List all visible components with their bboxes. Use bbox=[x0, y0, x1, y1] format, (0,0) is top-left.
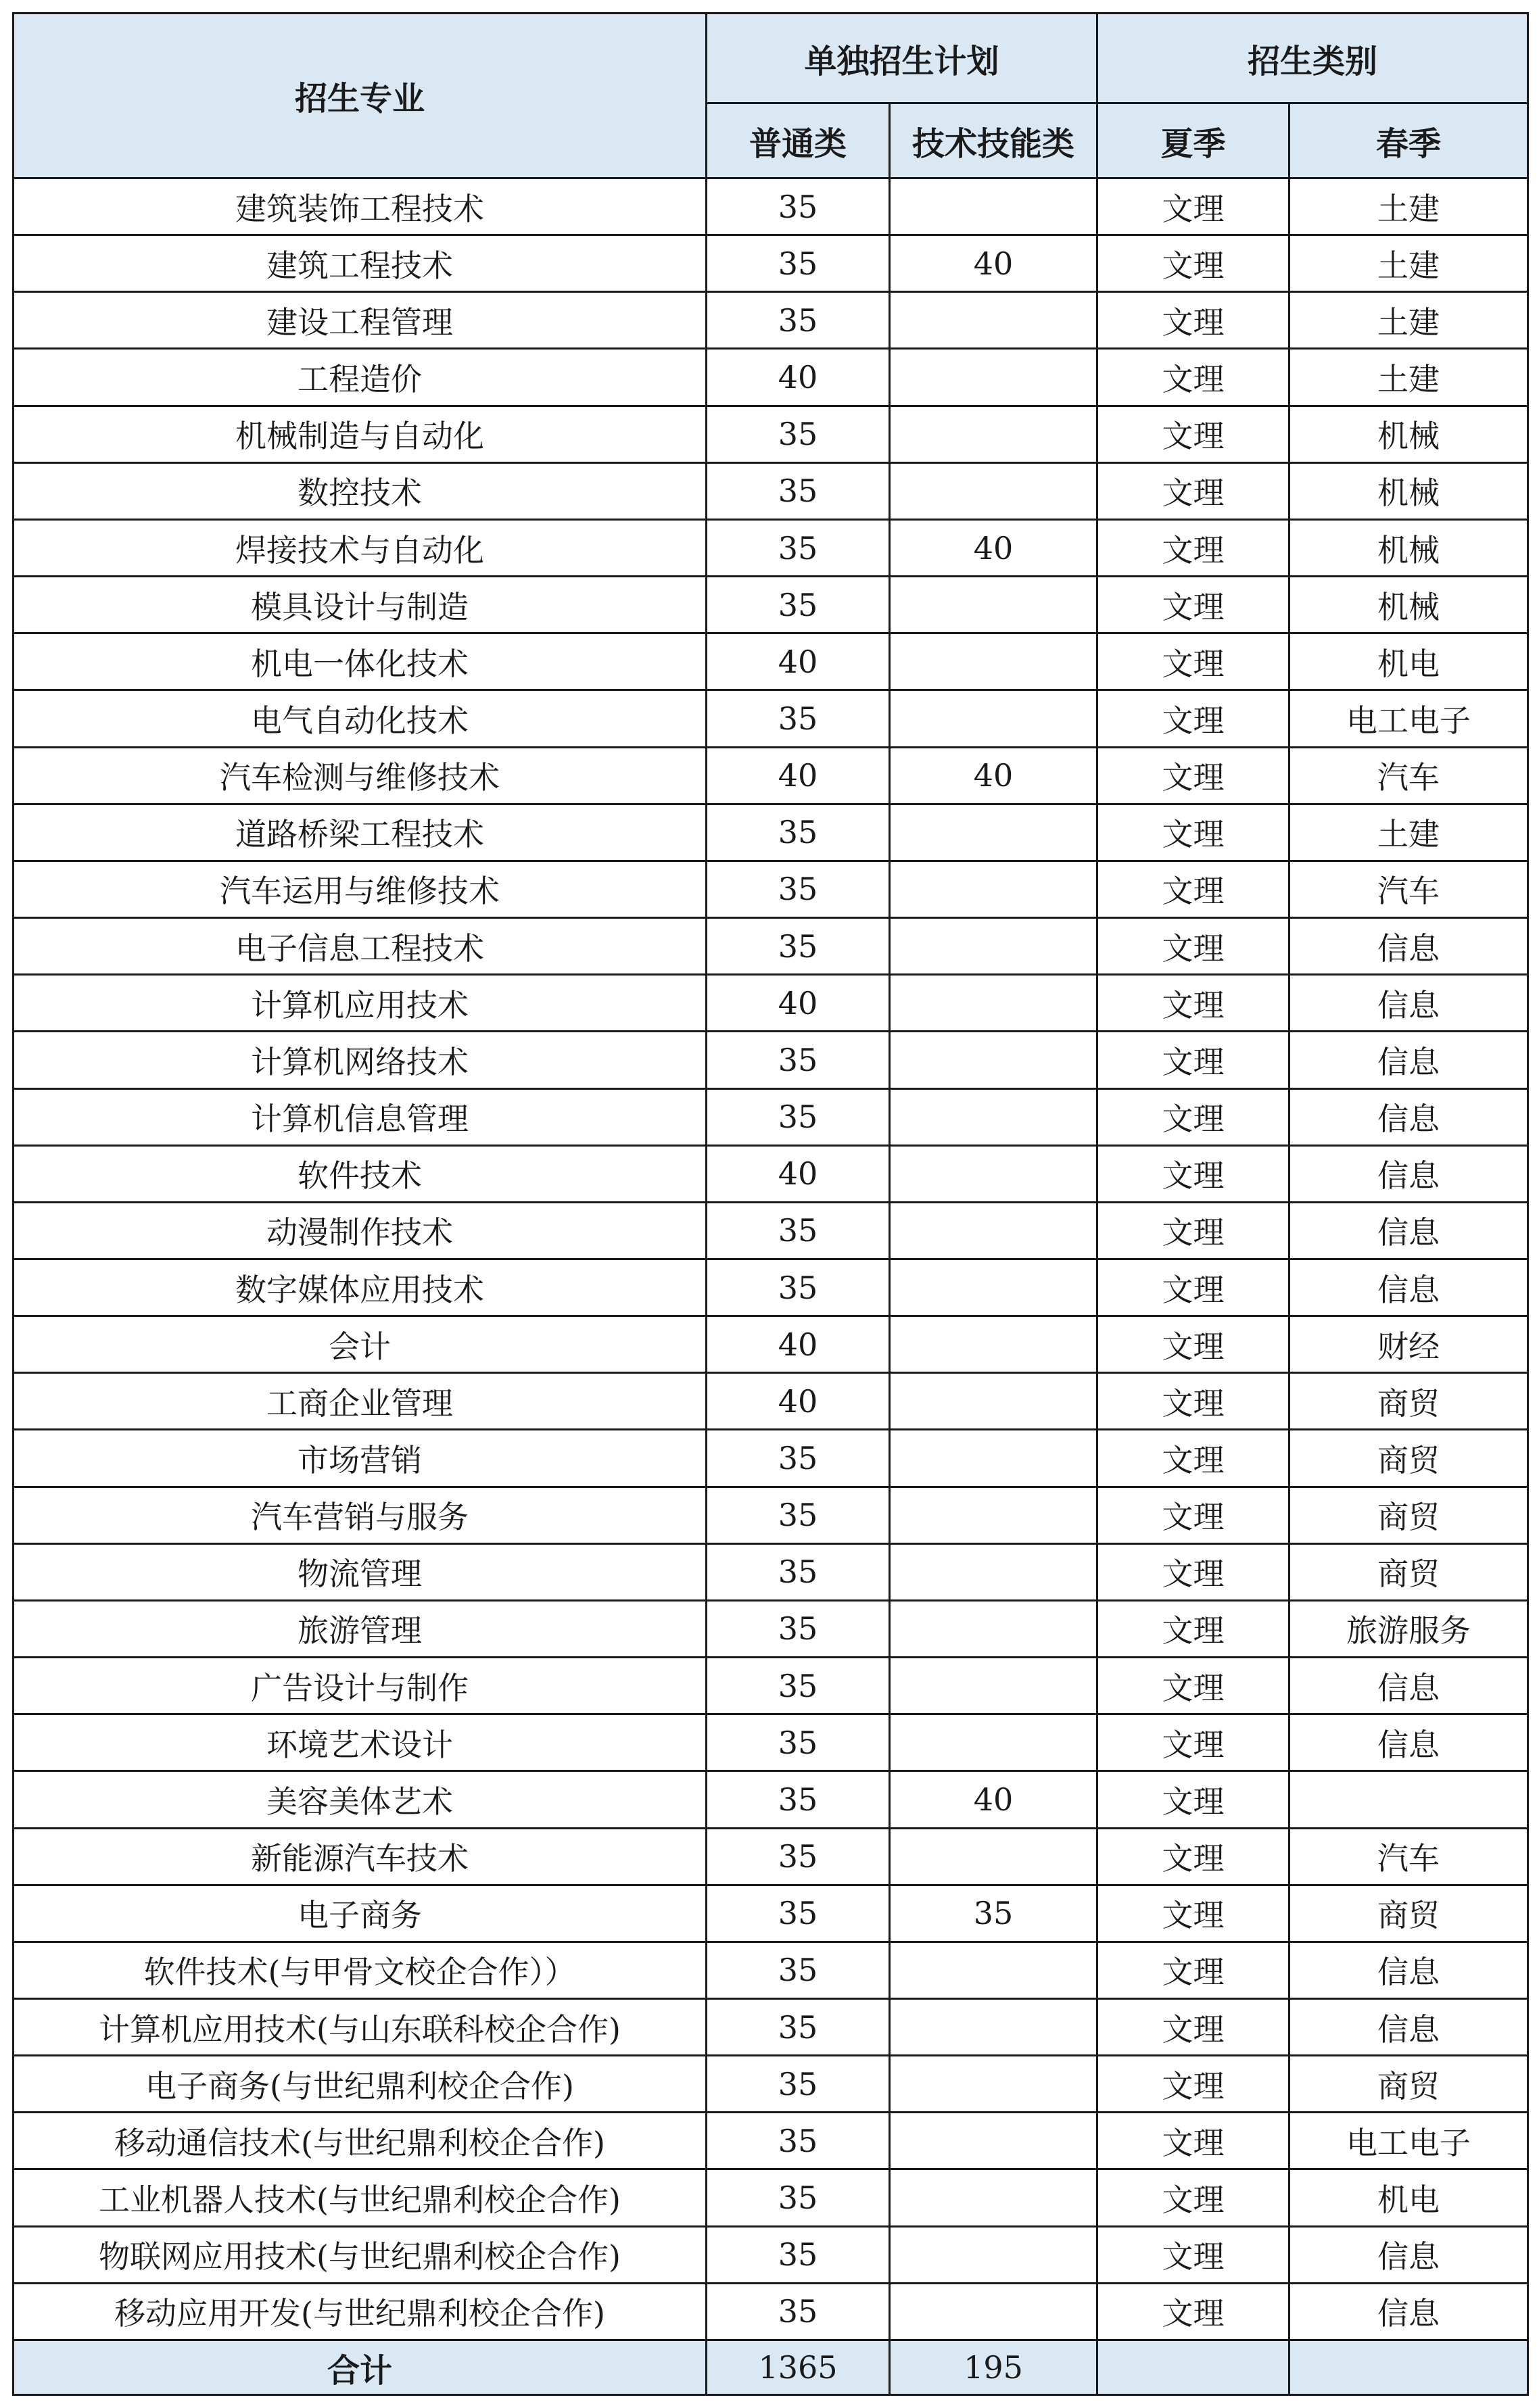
total-skill: 195 bbox=[890, 2340, 1097, 2395]
cell-skill bbox=[890, 804, 1097, 861]
table-row bbox=[14, 178, 1528, 235]
cell-summer: 文理 bbox=[1097, 2113, 1289, 2169]
table-row bbox=[14, 349, 1528, 406]
cell-summer: 文理 bbox=[1097, 2283, 1289, 2340]
cell-major: 软件技术(与甲骨文校企合作）） bbox=[14, 1942, 707, 1998]
cell-regular: 35 bbox=[707, 577, 890, 633]
cell-spring: 信息 bbox=[1289, 918, 1528, 975]
cell-major: 美容美体艺术 bbox=[14, 1771, 707, 1828]
table-row bbox=[14, 747, 1528, 804]
cell-spring: 电工电子 bbox=[1289, 2113, 1528, 2169]
cell-summer: 文理 bbox=[1097, 349, 1289, 406]
table-row bbox=[14, 804, 1528, 861]
cell-regular: 40 bbox=[707, 1373, 890, 1430]
cell-skill bbox=[890, 577, 1097, 633]
cell-regular: 35 bbox=[707, 1714, 890, 1771]
cell-summer: 文理 bbox=[1097, 235, 1289, 292]
cell-major: 汽车检测与维修技术 bbox=[14, 747, 707, 804]
cell-major: 动漫制作技术 bbox=[14, 1202, 707, 1259]
table-row bbox=[14, 1999, 1528, 2056]
table-row bbox=[14, 2283, 1528, 2340]
table-row bbox=[14, 1145, 1528, 1202]
cell-spring: 信息 bbox=[1289, 1259, 1528, 1316]
cell-summer: 文理 bbox=[1097, 2056, 1289, 2113]
cell-major: 计算机应用技术 bbox=[14, 975, 707, 1032]
cell-summer: 文理 bbox=[1097, 1999, 1289, 2056]
cell-skill bbox=[890, 2056, 1097, 2113]
cell-summer: 文理 bbox=[1097, 1543, 1289, 1600]
cell-skill bbox=[890, 2226, 1097, 2283]
cell-major: 焊接技术与自动化 bbox=[14, 519, 707, 576]
cell-summer: 文理 bbox=[1097, 519, 1289, 576]
cell-spring: 土建 bbox=[1289, 804, 1528, 861]
cell-skill bbox=[890, 1942, 1097, 1998]
cell-skill bbox=[890, 975, 1097, 1032]
cell-major: 道路桥梁工程技术 bbox=[14, 804, 707, 861]
cell-major: 汽车营销与服务 bbox=[14, 1487, 707, 1543]
cell-regular: 35 bbox=[707, 519, 890, 576]
cell-spring: 机械 bbox=[1289, 519, 1528, 576]
cell-regular: 35 bbox=[707, 1828, 890, 1885]
cell-spring: 土建 bbox=[1289, 349, 1528, 406]
cell-skill bbox=[890, 292, 1097, 349]
cell-major: 建筑工程技术 bbox=[14, 235, 707, 292]
table-row bbox=[14, 1032, 1528, 1088]
cell-skill bbox=[890, 1373, 1097, 1430]
cell-spring: 机械 bbox=[1289, 462, 1528, 519]
cell-spring: 信息 bbox=[1289, 1999, 1528, 2056]
cell-major: 广告设计与制作 bbox=[14, 1658, 707, 1714]
cell-spring: 信息 bbox=[1289, 2226, 1528, 2283]
cell-regular: 35 bbox=[707, 1202, 890, 1259]
table-row bbox=[14, 1600, 1528, 1657]
cell-major: 电子商务 bbox=[14, 1885, 707, 1942]
table-row bbox=[14, 1088, 1528, 1145]
table-row bbox=[14, 918, 1528, 975]
cell-spring: 信息 bbox=[1289, 1942, 1528, 1998]
cell-spring: 土建 bbox=[1289, 178, 1528, 235]
table-row bbox=[14, 2056, 1528, 2113]
cell-major: 工业机器人技术(与世纪鼎利校企合作) bbox=[14, 2169, 707, 2226]
table-row bbox=[14, 1658, 1528, 1714]
cell-spring: 商贸 bbox=[1289, 2056, 1528, 2113]
cell-spring: 商贸 bbox=[1289, 1543, 1528, 1600]
cell-regular: 35 bbox=[707, 690, 890, 747]
cell-spring: 信息 bbox=[1289, 1202, 1528, 1259]
cell-summer: 文理 bbox=[1097, 975, 1289, 1032]
total-row bbox=[14, 2340, 1528, 2395]
cell-regular: 35 bbox=[707, 1032, 890, 1088]
cell-major: 机电一体化技术 bbox=[14, 633, 707, 690]
cell-summer: 文理 bbox=[1097, 1259, 1289, 1316]
cell-summer: 文理 bbox=[1097, 1487, 1289, 1543]
cell-spring: 汽车 bbox=[1289, 747, 1528, 804]
cell-major: 电子商务(与世纪鼎利校企合作) bbox=[14, 2056, 707, 2113]
table-row bbox=[14, 1714, 1528, 1771]
cell-regular: 35 bbox=[707, 1885, 890, 1942]
cell-spring: 汽车 bbox=[1289, 861, 1528, 917]
cell-major: 汽车运用与维修技术 bbox=[14, 861, 707, 917]
cell-regular: 35 bbox=[707, 1771, 890, 1828]
cell-major: 电气自动化技术 bbox=[14, 690, 707, 747]
table-footer bbox=[14, 2340, 1528, 2395]
cell-summer: 文理 bbox=[1097, 1373, 1289, 1430]
header-spring: 春季 bbox=[1289, 103, 1528, 178]
cell-skill bbox=[890, 918, 1097, 975]
cell-regular: 35 bbox=[707, 1600, 890, 1657]
cell-regular: 35 bbox=[707, 861, 890, 917]
cell-major: 旅游管理 bbox=[14, 1600, 707, 1657]
cell-regular: 35 bbox=[707, 1430, 890, 1487]
cell-major: 数控技术 bbox=[14, 462, 707, 519]
header-skill: 技术技能类 bbox=[890, 103, 1097, 178]
cell-skill bbox=[890, 1316, 1097, 1373]
cell-spring: 财经 bbox=[1289, 1316, 1528, 1373]
table-row bbox=[14, 1373, 1528, 1430]
cell-skill bbox=[890, 1600, 1097, 1657]
cell-regular: 35 bbox=[707, 1259, 890, 1316]
cell-major: 机械制造与自动化 bbox=[14, 406, 707, 462]
total-regular: 1365 bbox=[707, 2340, 890, 2395]
cell-spring: 信息 bbox=[1289, 1658, 1528, 1714]
cell-skill bbox=[890, 2113, 1097, 2169]
cell-summer: 文理 bbox=[1097, 1658, 1289, 1714]
cell-summer: 文理 bbox=[1097, 2226, 1289, 2283]
cell-skill bbox=[890, 1999, 1097, 2056]
table-row bbox=[14, 975, 1528, 1032]
cell-spring: 土建 bbox=[1289, 292, 1528, 349]
cell-skill bbox=[890, 1145, 1097, 1202]
cell-spring bbox=[1289, 1771, 1528, 1828]
cell-spring: 信息 bbox=[1289, 975, 1528, 1032]
table-row bbox=[14, 519, 1528, 576]
cell-spring: 信息 bbox=[1289, 1032, 1528, 1088]
cell-spring: 机械 bbox=[1289, 577, 1528, 633]
cell-summer: 文理 bbox=[1097, 633, 1289, 690]
cell-regular: 35 bbox=[707, 2113, 890, 2169]
cell-regular: 35 bbox=[707, 235, 890, 292]
table-row bbox=[14, 1259, 1528, 1316]
cell-major: 会计 bbox=[14, 1316, 707, 1373]
table-row bbox=[14, 577, 1528, 633]
cell-regular: 35 bbox=[707, 2226, 890, 2283]
table-row bbox=[14, 861, 1528, 917]
cell-major: 计算机信息管理 bbox=[14, 1088, 707, 1145]
cell-spring: 信息 bbox=[1289, 1145, 1528, 1202]
header-row-top bbox=[14, 14, 1528, 103]
cell-regular: 35 bbox=[707, 2056, 890, 2113]
cell-regular: 40 bbox=[707, 747, 890, 804]
header-plan: 单独招生计划 bbox=[707, 14, 1097, 103]
cell-summer: 文理 bbox=[1097, 1714, 1289, 1771]
header-category: 招生类别 bbox=[1097, 14, 1528, 103]
table-row bbox=[14, 1430, 1528, 1487]
cell-skill bbox=[890, 349, 1097, 406]
cell-spring: 商贸 bbox=[1289, 1885, 1528, 1942]
cell-major: 建筑装饰工程技术 bbox=[14, 178, 707, 235]
cell-regular: 35 bbox=[707, 1543, 890, 1600]
cell-skill bbox=[890, 178, 1097, 235]
cell-summer: 文理 bbox=[1097, 1828, 1289, 1885]
cell-major: 计算机应用技术(与山东联科校企合作) bbox=[14, 1999, 707, 2056]
cell-regular: 35 bbox=[707, 462, 890, 519]
table-row bbox=[14, 462, 1528, 519]
cell-skill bbox=[890, 1658, 1097, 1714]
header-regular: 普通类 bbox=[707, 103, 890, 178]
cell-regular: 40 bbox=[707, 349, 890, 406]
cell-skill bbox=[890, 1032, 1097, 1088]
cell-regular: 35 bbox=[707, 1487, 890, 1543]
cell-skill bbox=[890, 1828, 1097, 1885]
cell-major: 计算机网络技术 bbox=[14, 1032, 707, 1088]
cell-major: 建设工程管理 bbox=[14, 292, 707, 349]
table-row bbox=[14, 2226, 1528, 2283]
cell-summer: 文理 bbox=[1097, 462, 1289, 519]
cell-spring: 商贸 bbox=[1289, 1373, 1528, 1430]
cell-regular: 35 bbox=[707, 2169, 890, 2226]
cell-major: 物联网应用技术(与世纪鼎利校企合作) bbox=[14, 2226, 707, 2283]
cell-summer: 文理 bbox=[1097, 918, 1289, 975]
cell-major: 软件技术 bbox=[14, 1145, 707, 1202]
cell-major: 新能源汽车技术 bbox=[14, 1828, 707, 1885]
table-row bbox=[14, 406, 1528, 462]
table-row bbox=[14, 633, 1528, 690]
cell-summer: 文理 bbox=[1097, 1032, 1289, 1088]
table-row bbox=[14, 2113, 1528, 2169]
cell-major: 移动应用开发(与世纪鼎利校企合作) bbox=[14, 2283, 707, 2340]
cell-summer: 文理 bbox=[1097, 406, 1289, 462]
cell-regular: 35 bbox=[707, 292, 890, 349]
total-spring bbox=[1289, 2340, 1528, 2395]
cell-spring: 旅游服务 bbox=[1289, 1600, 1528, 1657]
cell-skill bbox=[890, 1430, 1097, 1487]
cell-spring: 电工电子 bbox=[1289, 690, 1528, 747]
cell-skill bbox=[890, 2169, 1097, 2226]
cell-spring: 信息 bbox=[1289, 2283, 1528, 2340]
cell-skill bbox=[890, 1088, 1097, 1145]
cell-regular: 35 bbox=[707, 178, 890, 235]
cell-spring: 商贸 bbox=[1289, 1430, 1528, 1487]
cell-regular: 40 bbox=[707, 1145, 890, 1202]
total-label: 合计 bbox=[14, 2340, 707, 2395]
cell-summer: 文理 bbox=[1097, 577, 1289, 633]
cell-skill bbox=[890, 1202, 1097, 1259]
table-row bbox=[14, 1828, 1528, 1885]
cell-skill: 40 bbox=[890, 235, 1097, 292]
cell-regular: 40 bbox=[707, 975, 890, 1032]
cell-major: 环境艺术设计 bbox=[14, 1714, 707, 1771]
cell-skill: 35 bbox=[890, 1885, 1097, 1942]
cell-regular: 35 bbox=[707, 2283, 890, 2340]
table-header bbox=[14, 14, 1528, 178]
cell-major: 数字媒体应用技术 bbox=[14, 1259, 707, 1316]
cell-skill: 40 bbox=[890, 1771, 1097, 1828]
cell-major: 市场营销 bbox=[14, 1430, 707, 1487]
cell-spring: 信息 bbox=[1289, 1714, 1528, 1771]
cell-summer: 文理 bbox=[1097, 1771, 1289, 1828]
cell-summer: 文理 bbox=[1097, 804, 1289, 861]
table-row bbox=[14, 2169, 1528, 2226]
cell-major: 工程造价 bbox=[14, 349, 707, 406]
cell-skill: 40 bbox=[890, 519, 1097, 576]
cell-regular: 35 bbox=[707, 1658, 890, 1714]
table-row bbox=[14, 1771, 1528, 1828]
cell-summer: 文理 bbox=[1097, 1430, 1289, 1487]
cell-major: 工商企业管理 bbox=[14, 1373, 707, 1430]
cell-summer: 文理 bbox=[1097, 178, 1289, 235]
cell-regular: 35 bbox=[707, 1942, 890, 1998]
cell-spring: 机电 bbox=[1289, 2169, 1528, 2226]
total-summer bbox=[1097, 2340, 1289, 2395]
cell-spring: 商贸 bbox=[1289, 1487, 1528, 1543]
header-major: 招生专业 bbox=[14, 14, 707, 178]
table-row bbox=[14, 1202, 1528, 1259]
cell-summer: 文理 bbox=[1097, 1316, 1289, 1373]
table-row bbox=[14, 292, 1528, 349]
cell-summer: 文理 bbox=[1097, 1885, 1289, 1942]
cell-spring: 汽车 bbox=[1289, 1828, 1528, 1885]
enrollment-plan-table bbox=[12, 12, 1529, 2396]
cell-summer: 文理 bbox=[1097, 747, 1289, 804]
cell-major: 电子信息工程技术 bbox=[14, 918, 707, 975]
cell-summer: 文理 bbox=[1097, 1202, 1289, 1259]
cell-skill bbox=[890, 1543, 1097, 1600]
cell-regular: 35 bbox=[707, 804, 890, 861]
table-row bbox=[14, 1316, 1528, 1373]
cell-skill bbox=[890, 406, 1097, 462]
table-row bbox=[14, 235, 1528, 292]
table-row bbox=[14, 690, 1528, 747]
cell-major: 移动通信技术(与世纪鼎利校企合作) bbox=[14, 2113, 707, 2169]
table-row bbox=[14, 1885, 1528, 1942]
cell-summer: 文理 bbox=[1097, 861, 1289, 917]
cell-summer: 文理 bbox=[1097, 1942, 1289, 1998]
table-row bbox=[14, 1543, 1528, 1600]
cell-regular: 35 bbox=[707, 406, 890, 462]
cell-skill bbox=[890, 633, 1097, 690]
cell-skill bbox=[890, 1487, 1097, 1543]
cell-major: 物流管理 bbox=[14, 1543, 707, 1600]
cell-summer: 文理 bbox=[1097, 292, 1289, 349]
cell-spring: 机械 bbox=[1289, 406, 1528, 462]
table-row bbox=[14, 1487, 1528, 1543]
header-summer: 夏季 bbox=[1097, 103, 1289, 178]
table-row bbox=[14, 1942, 1528, 1998]
cell-skill bbox=[890, 2283, 1097, 2340]
cell-skill bbox=[890, 1714, 1097, 1771]
cell-skill bbox=[890, 690, 1097, 747]
cell-summer: 文理 bbox=[1097, 2169, 1289, 2226]
cell-regular: 35 bbox=[707, 918, 890, 975]
cell-skill bbox=[890, 462, 1097, 519]
cell-spring: 土建 bbox=[1289, 235, 1528, 292]
cell-summer: 文理 bbox=[1097, 1600, 1289, 1657]
cell-regular: 40 bbox=[707, 1316, 890, 1373]
cell-regular: 40 bbox=[707, 633, 890, 690]
cell-skill: 40 bbox=[890, 747, 1097, 804]
cell-spring: 机电 bbox=[1289, 633, 1528, 690]
cell-summer: 文理 bbox=[1097, 1088, 1289, 1145]
cell-major: 模具设计与制造 bbox=[14, 577, 707, 633]
cell-summer: 文理 bbox=[1097, 1145, 1289, 1202]
table-body bbox=[14, 178, 1528, 2340]
cell-skill bbox=[890, 1259, 1097, 1316]
cell-spring: 信息 bbox=[1289, 1088, 1528, 1145]
cell-summer: 文理 bbox=[1097, 690, 1289, 747]
cell-regular: 35 bbox=[707, 1088, 890, 1145]
cell-regular: 35 bbox=[707, 1999, 890, 2056]
cell-skill bbox=[890, 861, 1097, 917]
